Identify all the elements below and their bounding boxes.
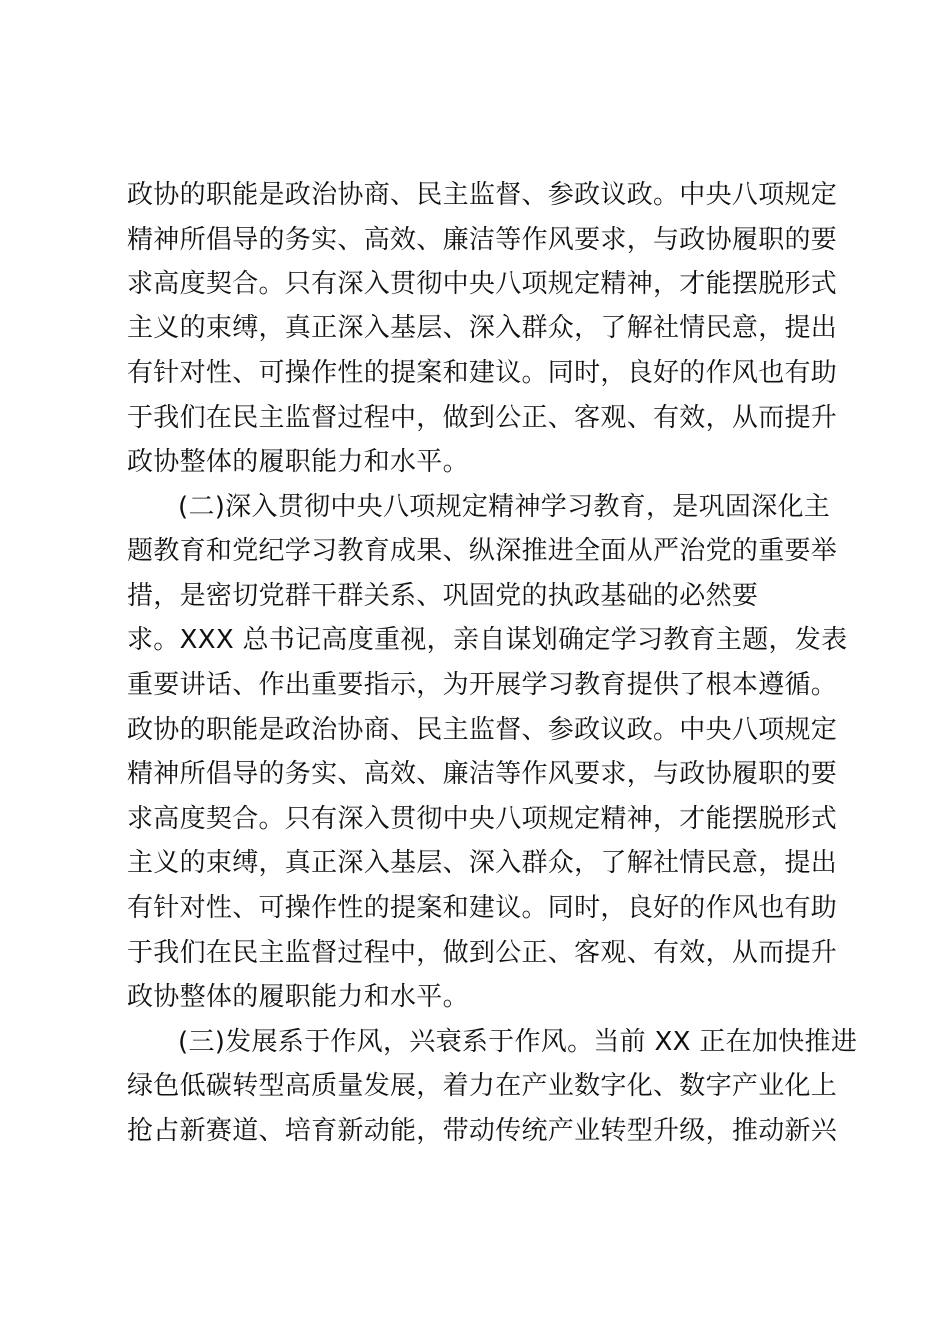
- text-line: 于我们在民主监督过程中，做到公正、客观、有效，从而提升: [127, 403, 838, 433]
- text-line: 精神所倡导的务实、高效、廉洁等作风要求，与政协履职的要: [127, 759, 838, 789]
- text-line: 政协整体的履职能力和水平。: [127, 447, 469, 477]
- text-line: 有针对性、可操作性的提案和建议。同时，良好的作风也有助: [127, 358, 838, 388]
- text-line: 精神所倡导的务实、高效、廉洁等作风要求，与政协履职的要: [127, 225, 838, 255]
- text-line: 求高度契合。只有深入贯彻中央八项规定精神，才能摆脱形式: [127, 269, 838, 299]
- text-line: 主义的束缚，真正深入基层、深入群众，了解社情民意，提出: [127, 313, 838, 343]
- text-line: 绿色低碳转型高质量发展，着力在产业数字化、数字产业化上: [127, 1071, 838, 1101]
- text-line: 政协整体的履职能力和水平。: [127, 982, 469, 1012]
- text-line: 题教育和党纪学习教育成果、纵深推进全面从严治党的重要举: [127, 536, 838, 566]
- text-line: 于我们在民主监督过程中，做到公正、客观、有效，从而提升: [127, 938, 838, 968]
- text-line: 措，是密切党群干群关系、巩固党的执政基础的必然要: [127, 581, 759, 611]
- text-line: 抢占新赛道、培育新动能，带动传统产业转型升级，推动新兴: [127, 1116, 838, 1146]
- text-line: 求。XXX 总书记高度重视，亲自谋划确定学习教育主题，发表: [127, 625, 848, 655]
- paragraph-start-line: (三)发展系于作风，兴衰系于作风。当前 XX 正在加快推进: [178, 1027, 858, 1057]
- text-line: 政协的职能是政治协商、民主监督、参政议政。中央八项规定: [127, 715, 838, 745]
- text-line: 政协的职能是政治协商、民主监督、参政议政。中央八项规定: [127, 180, 838, 210]
- text-line: 重要讲话、作出重要指示，为开展学习教育提供了根本遵循。: [127, 670, 838, 700]
- text-line: 求高度契合。只有深入贯彻中央八项规定精神，才能摆脱形式: [127, 804, 838, 834]
- paragraph-start-line: (二)深入贯彻中央八项规定精神学习教育，是巩固深化主: [178, 492, 831, 522]
- text-line: 有针对性、可操作性的提案和建议。同时，良好的作风也有助: [127, 893, 838, 923]
- text-line: 主义的束缚，真正深入基层、深入群众，了解社情民意，提出: [127, 848, 838, 878]
